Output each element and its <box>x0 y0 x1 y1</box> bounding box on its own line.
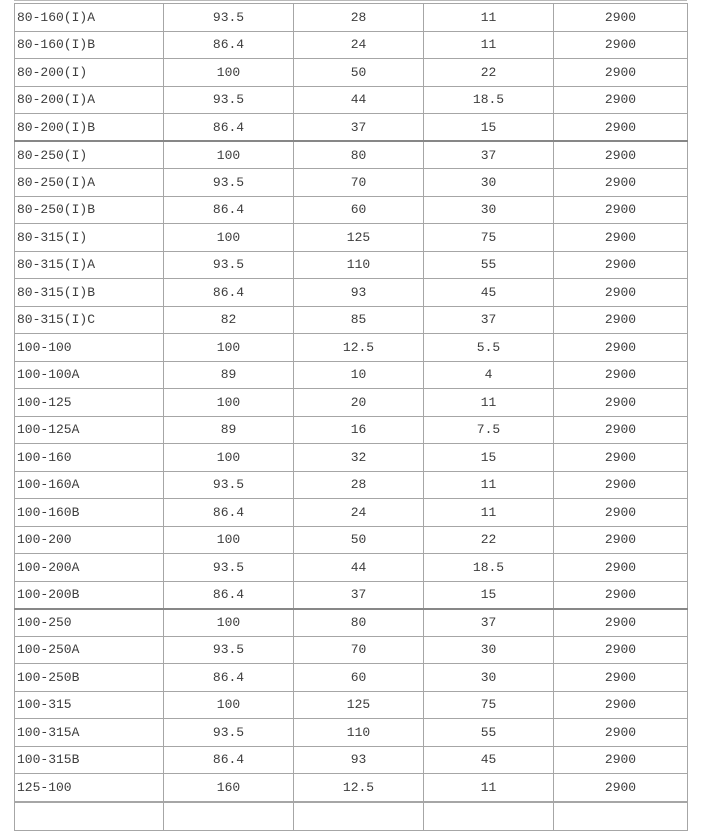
value-cell: 2900 <box>554 691 688 719</box>
value-cell: 16 <box>294 416 424 444</box>
value-cell: 44 <box>294 554 424 582</box>
next-table-fragment-body <box>15 803 688 831</box>
pump-spec-table-body <box>15 4 688 802</box>
model-cell: 100-315B <box>15 746 164 774</box>
table-row <box>15 114 688 142</box>
value-cell: 100 <box>164 609 294 637</box>
value-cell: 93.5 <box>164 471 294 499</box>
value-cell: 86.4 <box>164 114 294 142</box>
table-row <box>15 471 688 499</box>
next-table-fragment <box>14 802 688 831</box>
model-cell: 100-160A <box>15 471 164 499</box>
table-row <box>15 444 688 472</box>
value-cell <box>424 803 554 831</box>
model-cell: 100-100 <box>15 334 164 362</box>
value-cell: 11 <box>424 499 554 527</box>
value-cell: 4 <box>424 361 554 389</box>
value-cell: 110 <box>294 719 424 747</box>
model-cell: 80-315(I)C <box>15 306 164 334</box>
model-cell <box>15 803 164 831</box>
value-cell: 37 <box>424 306 554 334</box>
value-cell: 100 <box>164 334 294 362</box>
value-cell: 2900 <box>554 609 688 637</box>
value-cell: 80 <box>294 609 424 637</box>
value-cell: 2900 <box>554 141 688 169</box>
table-row <box>15 803 688 831</box>
model-cell: 80-250(I) <box>15 141 164 169</box>
model-cell: 100-200A <box>15 554 164 582</box>
value-cell: 110 <box>294 251 424 279</box>
value-cell: 28 <box>294 4 424 32</box>
value-cell: 89 <box>164 416 294 444</box>
value-cell: 30 <box>424 664 554 692</box>
pump-spec-table <box>14 3 688 802</box>
table-row <box>15 636 688 664</box>
value-cell: 30 <box>424 636 554 664</box>
value-cell: 2900 <box>554 279 688 307</box>
value-cell: 18.5 <box>424 554 554 582</box>
model-cell: 80-200(I)B <box>15 114 164 142</box>
value-cell <box>164 803 294 831</box>
table-row <box>15 141 688 169</box>
value-cell: 2900 <box>554 31 688 59</box>
model-cell: 100-250 <box>15 609 164 637</box>
model-cell: 100-160B <box>15 499 164 527</box>
value-cell: 2900 <box>554 554 688 582</box>
value-cell: 50 <box>294 59 424 87</box>
model-cell: 80-315(I)B <box>15 279 164 307</box>
value-cell: 2900 <box>554 251 688 279</box>
model-cell: 100-125A <box>15 416 164 444</box>
value-cell: 86.4 <box>164 581 294 609</box>
model-cell: 125-100 <box>15 774 164 802</box>
value-cell: 100 <box>164 691 294 719</box>
value-cell: 100 <box>164 224 294 252</box>
model-cell: 80-250(I)B <box>15 196 164 224</box>
value-cell: 10 <box>294 361 424 389</box>
model-cell: 100-250B <box>15 664 164 692</box>
value-cell: 20 <box>294 389 424 417</box>
value-cell: 22 <box>424 526 554 554</box>
table-row <box>15 196 688 224</box>
model-cell: 80-315(I) <box>15 224 164 252</box>
value-cell: 125 <box>294 691 424 719</box>
value-cell: 12.5 <box>294 334 424 362</box>
value-cell: 11 <box>424 389 554 417</box>
value-cell: 2900 <box>554 334 688 362</box>
value-cell: 93.5 <box>164 719 294 747</box>
table-row <box>15 334 688 362</box>
model-cell: 80-315(I)A <box>15 251 164 279</box>
value-cell: 93 <box>294 279 424 307</box>
model-cell: 100-160 <box>15 444 164 472</box>
value-cell: 22 <box>424 59 554 87</box>
table-row <box>15 609 688 637</box>
value-cell: 50 <box>294 526 424 554</box>
value-cell: 100 <box>164 444 294 472</box>
value-cell: 18.5 <box>424 86 554 114</box>
value-cell: 2900 <box>554 746 688 774</box>
value-cell: 93.5 <box>164 4 294 32</box>
value-cell: 125 <box>294 224 424 252</box>
value-cell: 60 <box>294 664 424 692</box>
value-cell: 85 <box>294 306 424 334</box>
value-cell: 75 <box>424 224 554 252</box>
value-cell: 86.4 <box>164 664 294 692</box>
value-cell: 80 <box>294 141 424 169</box>
value-cell: 86.4 <box>164 746 294 774</box>
value-cell: 55 <box>424 719 554 747</box>
value-cell: 2900 <box>554 636 688 664</box>
model-cell: 100-315A <box>15 719 164 747</box>
model-cell: 80-200(I)A <box>15 86 164 114</box>
value-cell: 70 <box>294 636 424 664</box>
value-cell: 55 <box>424 251 554 279</box>
table-row <box>15 746 688 774</box>
value-cell: 45 <box>424 279 554 307</box>
value-cell: 24 <box>294 31 424 59</box>
table-row <box>15 526 688 554</box>
value-cell: 2900 <box>554 664 688 692</box>
value-cell: 93.5 <box>164 636 294 664</box>
model-cell: 100-315 <box>15 691 164 719</box>
model-cell: 100-125 <box>15 389 164 417</box>
table-row <box>15 581 688 609</box>
value-cell: 93.5 <box>164 251 294 279</box>
value-cell: 100 <box>164 141 294 169</box>
value-cell: 2900 <box>554 389 688 417</box>
table-row <box>15 664 688 692</box>
value-cell: 2900 <box>554 59 688 87</box>
value-cell: 2900 <box>554 499 688 527</box>
value-cell: 2900 <box>554 416 688 444</box>
value-cell: 37 <box>424 609 554 637</box>
value-cell: 70 <box>294 169 424 197</box>
table-row <box>15 59 688 87</box>
model-cell: 80-250(I)A <box>15 169 164 197</box>
value-cell: 30 <box>424 169 554 197</box>
table-row <box>15 361 688 389</box>
value-cell: 37 <box>294 581 424 609</box>
value-cell: 93.5 <box>164 169 294 197</box>
model-cell: 100-200B <box>15 581 164 609</box>
table-row <box>15 554 688 582</box>
value-cell: 2900 <box>554 361 688 389</box>
table-row <box>15 499 688 527</box>
model-cell: 100-100A <box>15 361 164 389</box>
value-cell: 2900 <box>554 86 688 114</box>
value-cell: 93.5 <box>164 554 294 582</box>
value-cell: 100 <box>164 59 294 87</box>
value-cell: 11 <box>424 471 554 499</box>
value-cell: 11 <box>424 31 554 59</box>
value-cell: 37 <box>424 141 554 169</box>
value-cell: 93 <box>294 746 424 774</box>
value-cell: 2900 <box>554 196 688 224</box>
value-cell: 2900 <box>554 719 688 747</box>
value-cell: 15 <box>424 581 554 609</box>
value-cell: 60 <box>294 196 424 224</box>
value-cell: 2900 <box>554 224 688 252</box>
value-cell: 2900 <box>554 444 688 472</box>
table-row <box>15 169 688 197</box>
table-row <box>15 691 688 719</box>
table-row <box>15 4 688 32</box>
value-cell: 86.4 <box>164 279 294 307</box>
value-cell: 11 <box>424 774 554 802</box>
value-cell: 2900 <box>554 114 688 142</box>
value-cell: 15 <box>424 444 554 472</box>
value-cell: 45 <box>424 746 554 774</box>
value-cell: 30 <box>424 196 554 224</box>
value-cell: 2900 <box>554 526 688 554</box>
model-cell: 100-250A <box>15 636 164 664</box>
value-cell: 93.5 <box>164 86 294 114</box>
previous-table-bottom-border <box>14 0 687 1</box>
table-row <box>15 389 688 417</box>
value-cell: 15 <box>424 114 554 142</box>
value-cell: 32 <box>294 444 424 472</box>
model-cell: 80-160(I)B <box>15 31 164 59</box>
model-cell: 80-200(I) <box>15 59 164 87</box>
value-cell: 2900 <box>554 169 688 197</box>
value-cell: 37 <box>294 114 424 142</box>
value-cell: 7.5 <box>424 416 554 444</box>
table-row <box>15 86 688 114</box>
value-cell: 24 <box>294 499 424 527</box>
value-cell: 2900 <box>554 774 688 802</box>
table-row <box>15 251 688 279</box>
value-cell: 2900 <box>554 471 688 499</box>
value-cell: 75 <box>424 691 554 719</box>
value-cell <box>554 803 688 831</box>
value-cell: 2900 <box>554 581 688 609</box>
value-cell: 44 <box>294 86 424 114</box>
value-cell: 86.4 <box>164 499 294 527</box>
value-cell: 5.5 <box>424 334 554 362</box>
value-cell: 89 <box>164 361 294 389</box>
value-cell: 160 <box>164 774 294 802</box>
table-row <box>15 416 688 444</box>
value-cell: 86.4 <box>164 31 294 59</box>
value-cell: 2900 <box>554 4 688 32</box>
value-cell <box>294 803 424 831</box>
value-cell: 86.4 <box>164 196 294 224</box>
table-row <box>15 279 688 307</box>
model-cell: 100-200 <box>15 526 164 554</box>
model-cell: 80-160(I)A <box>15 4 164 32</box>
value-cell: 12.5 <box>294 774 424 802</box>
value-cell: 100 <box>164 526 294 554</box>
table-row <box>15 31 688 59</box>
table-row <box>15 719 688 747</box>
table-row <box>15 306 688 334</box>
value-cell: 28 <box>294 471 424 499</box>
value-cell: 11 <box>424 4 554 32</box>
table-row <box>15 224 688 252</box>
value-cell: 2900 <box>554 306 688 334</box>
table-row <box>15 774 688 802</box>
value-cell: 100 <box>164 389 294 417</box>
value-cell: 82 <box>164 306 294 334</box>
